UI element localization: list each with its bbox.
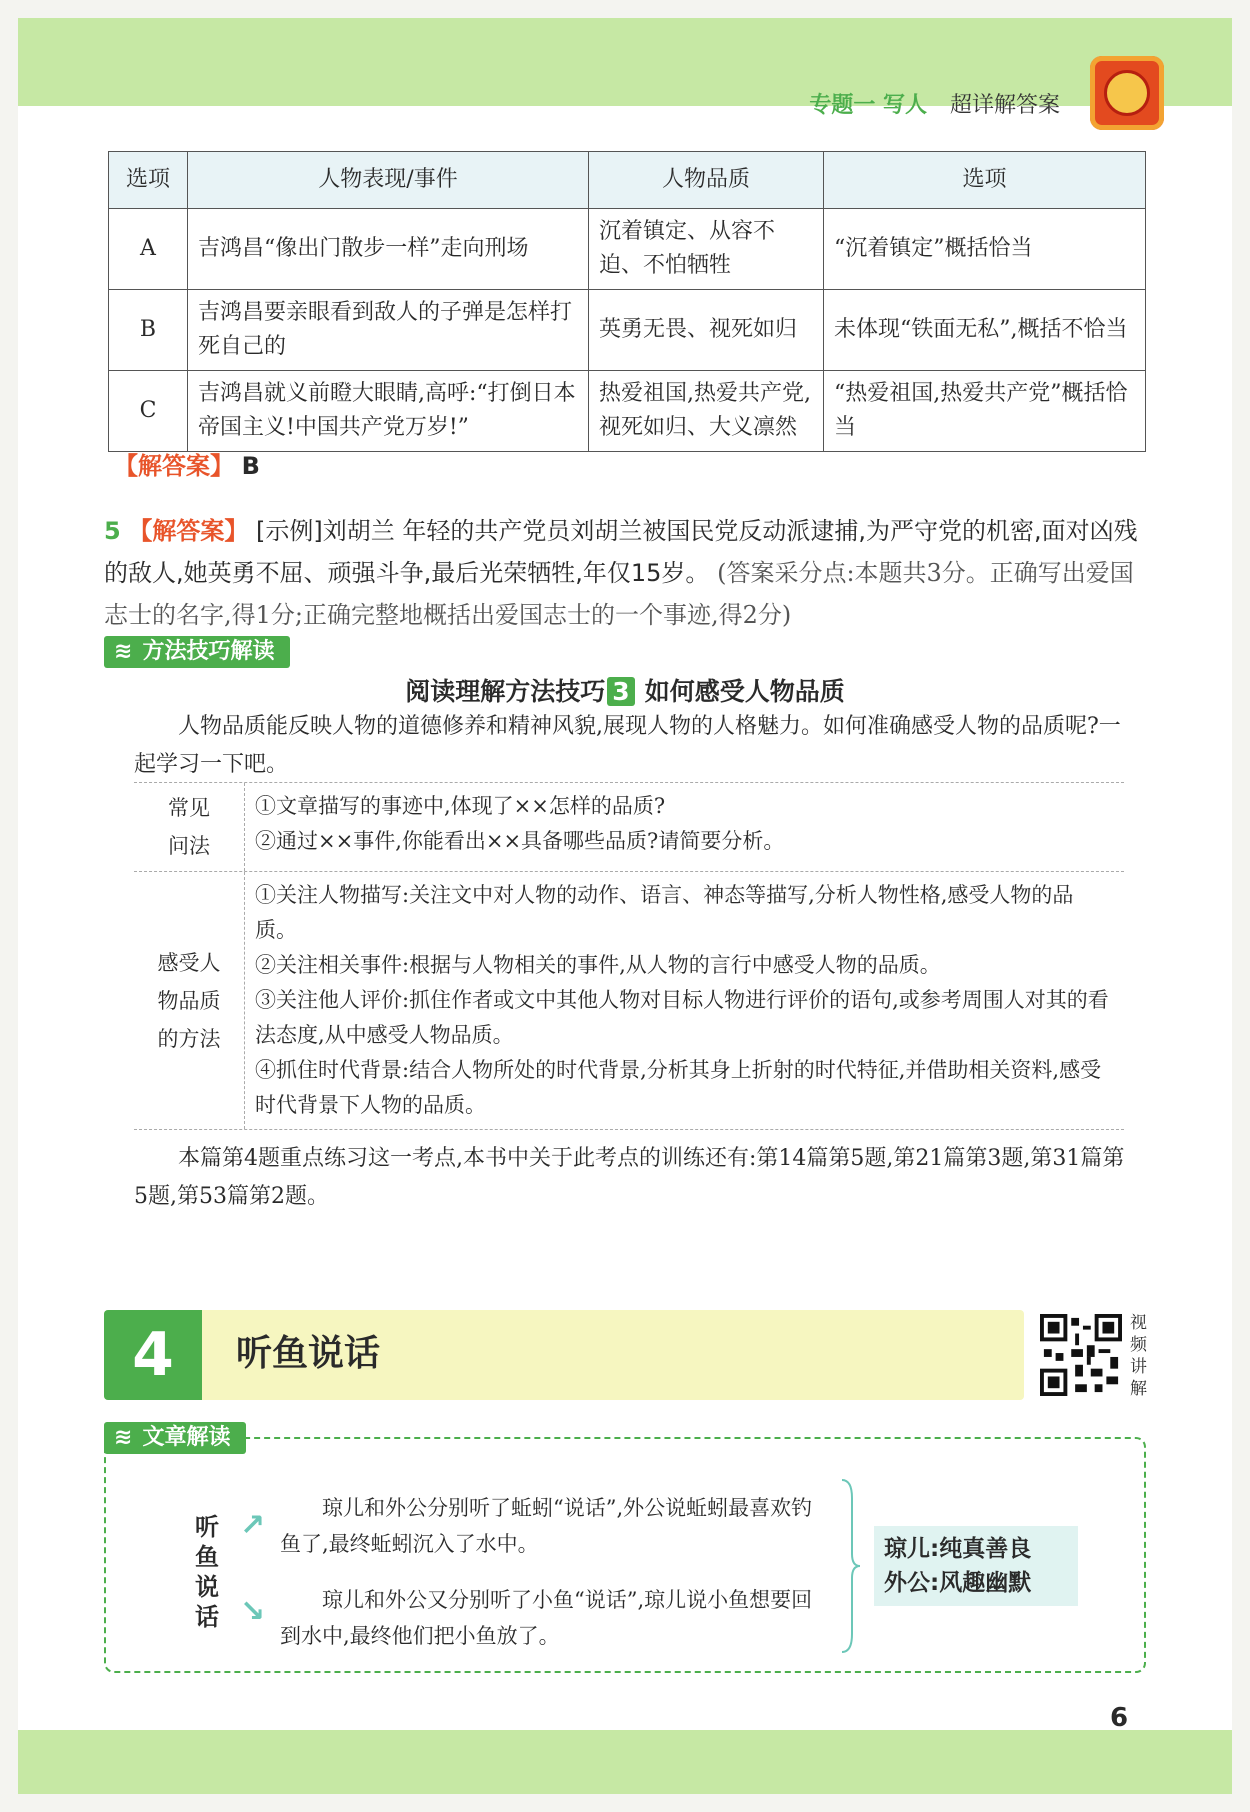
brace-icon xyxy=(840,1478,862,1654)
head-line: 问法 xyxy=(168,834,210,858)
table-cell: “热爱祖国,热爱共产党”概括恰当 xyxy=(824,371,1146,452)
answer-label: 【解答案】 xyxy=(114,452,234,480)
table-row xyxy=(109,209,1146,290)
table-header: 人物表现/事件 xyxy=(188,152,589,209)
section-title: 听鱼说话 xyxy=(236,1333,381,1374)
method-row-approaches xyxy=(134,872,1124,1130)
method-title xyxy=(0,672,1250,708)
method-line: ①关注人物描写:关注文中对人物的动作、语言、神态等描写,分析人物性格,感受人物的品质。 xyxy=(255,883,1074,942)
method-title-number: 3 xyxy=(607,677,634,706)
waves-icon: ≋ xyxy=(114,639,133,664)
header-topic: 专题一 写人 xyxy=(809,93,927,118)
head-line: 物品质 xyxy=(157,988,221,1013)
head-line: 常见 xyxy=(168,796,210,820)
table-cell: 吉鸿昌就义前瞪大眼睛,高呼:“打倒日本帝国主义!中国共产党万岁!” xyxy=(188,371,589,452)
table-cell: C xyxy=(109,371,188,452)
method-row-body xyxy=(245,783,1124,871)
table-header-row xyxy=(109,152,1146,209)
method-line: ①文章描写的事迹中,体现了××怎样的品质? xyxy=(255,794,666,818)
table-row xyxy=(109,371,1146,452)
method-tag xyxy=(104,636,290,668)
section-number: 4 xyxy=(104,1310,202,1400)
table-header: 人物品质 xyxy=(589,152,824,209)
answer-label: 【解答案】 xyxy=(128,517,249,545)
method-row-questions xyxy=(134,783,1124,872)
header-subtitle: 超详解答案 xyxy=(949,93,1060,118)
method-tag-label: 方法技巧解读 xyxy=(142,639,275,664)
method-line: ②通过××事件,你能看出××具备哪些品质?请简要分析。 xyxy=(255,829,785,853)
table-cell: 吉鸿昌“像出门散步一样”走向刑场 xyxy=(188,209,589,290)
answer-text: [示例]刘胡兰 年轻的共产党员刘胡兰被国民党反动派逮捕,为严守党的机密,面对凶残的敌人,她英勇不屈、顽强斗争,最后光荣牺牲,年仅15岁。 xyxy=(104,517,1138,587)
page-number: 6 xyxy=(1110,1703,1129,1733)
table-cell: 吉鸿昌要亲眼看到敌人的子弹是怎样打死自己的 xyxy=(188,290,589,371)
question-number: 5 xyxy=(104,517,121,545)
arrow-down-right-icon: ↘ xyxy=(240,1594,266,1629)
waves-icon: ≋ xyxy=(114,1425,133,1450)
table-cell: 英勇无畏、视死如归 xyxy=(589,290,824,371)
summary-line: 外公:风趣幽默 xyxy=(884,1570,1032,1596)
page-header xyxy=(809,88,1060,119)
table-cell: 未体现“铁面无私”,概括不恰当 xyxy=(824,290,1146,371)
answer-value: B xyxy=(241,452,260,480)
method-title-prefix: 阅读理解方法技巧 xyxy=(405,677,606,706)
method-row-head xyxy=(134,783,245,871)
method-line: ④抓住时代背景:结合人物所处的时代背景,分析其身上折射的时代特征,并借助相关资料,感受时代背景下人物的品质。 xyxy=(255,1058,1102,1117)
table-cell: 沉着镇定、从容不迫、不怕牺牲 xyxy=(589,209,824,290)
table-cell: B xyxy=(109,290,188,371)
qr-code-icon[interactable] xyxy=(1040,1314,1122,1396)
table-header: 选项 xyxy=(109,152,188,209)
method-title-suffix: 如何感受人物品质 xyxy=(644,677,845,706)
method-table xyxy=(134,782,1124,1130)
answer-4 xyxy=(114,446,260,481)
scoring-note: (答案采分点:本题共3分。正确写出爱国志士的名字,得1分;正确完整地概括出爱国志士的一个事迹,得2分) xyxy=(104,559,1134,629)
book-logo-icon xyxy=(1090,56,1164,130)
options-table xyxy=(108,151,1146,452)
analysis-paragraph: 琼儿和外公分别听了蚯蚓“说话”,外公说蚯蚓最喜欢钓鱼了,最终蚯蚓沉入了水中。 xyxy=(280,1496,813,1556)
method-line: ②关注相关事件:根据与人物相关的事件,从人物的言行中感受人物的品质。 xyxy=(255,953,941,977)
table-cell: A xyxy=(109,209,188,290)
table-row xyxy=(109,290,1146,371)
analysis-paragraph: 琼儿和外公又分别听了小鱼“说话”,琼儿说小鱼想要回到水中,最终他们把小鱼放了。 xyxy=(280,1588,813,1648)
head-line: 感受人 xyxy=(157,950,221,975)
analysis-tag-label: 文章解读 xyxy=(142,1425,231,1450)
table-header: 选项 xyxy=(824,152,1146,209)
method-line: ③关注他人评价:抓住作者或文中其他人物对目标人物进行评价的语句,或参考周围人对其的看法态度,从中感受人物品质。 xyxy=(255,988,1109,1047)
summary-line: 琼儿:纯真善良 xyxy=(884,1536,1032,1562)
method-closing: 本篇第4题重点练习这一考点,本书中关于此考点的训练还有:第14篇第5题,第21篇第3题,第31篇第5题,第53篇第2题。 xyxy=(134,1146,1125,1209)
analysis-tag xyxy=(104,1422,246,1454)
head-line: 的方法 xyxy=(157,1026,221,1051)
method-intro: 人物品质能反映人物的道德修养和精神风貌,展现人物的人格魅力。如何准确感受人物的品质呢?一起学习一下吧。 xyxy=(134,714,1121,777)
arrow-up-right-icon: ↗ xyxy=(240,1508,266,1543)
bottom-band xyxy=(18,1730,1232,1794)
method-row-head xyxy=(134,872,245,1129)
video-label: 视频讲解 xyxy=(1130,1313,1147,1399)
analysis-vertical-title: 听鱼说话 xyxy=(195,1512,219,1631)
table-cell: “沉着镇定”概括恰当 xyxy=(824,209,1146,290)
method-row-body xyxy=(245,872,1124,1129)
analysis-summary xyxy=(874,1526,1078,1606)
table-cell: 热爱祖国,热爱共产党,视死如归、大义凛然 xyxy=(589,371,824,452)
question-5-answer xyxy=(104,510,1154,636)
